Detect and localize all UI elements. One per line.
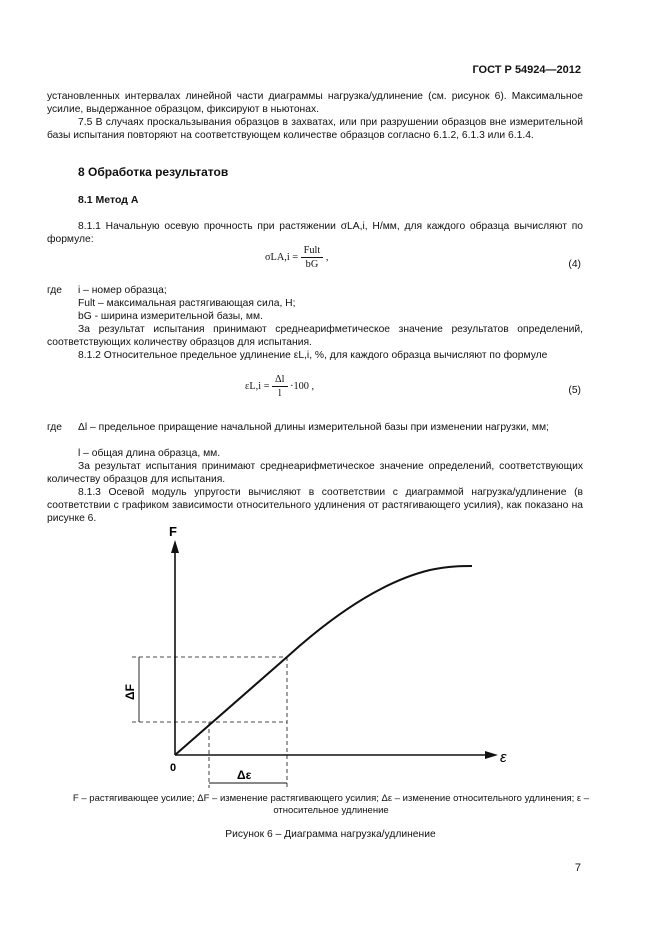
paragraph-result-1: За результат испытания принимают среднеарифметическое значение результатов определений, соответствующих количеству образцов для испытания. (47, 324, 583, 348)
formula-5-number: (5) (568, 385, 581, 396)
paragraph-8-1-2: 8.1.2 Относительное предельное удлинение εL,i, %, для каждого образца вычисляют по формуле (78, 350, 548, 361)
delta-e-label: Δε (237, 768, 252, 782)
paragraph-result-2: За результат испытания принимают среднеарифметическое значение определений, соответствующих количеству образцов для испытания. (47, 461, 583, 485)
delta-f-label: ΔF (123, 684, 137, 700)
paragraph-continuation: установленных интервалах линейной части диаграммы нагрузка/удлинение (см. рисунок 6). Максимальное усилие, выдержанное образцом, фиксируют в ньютонах. (47, 91, 583, 115)
where-label-2: где (47, 422, 63, 433)
formula-5-numerator: Δl (272, 373, 287, 387)
load-curve (175, 566, 472, 755)
formula-5-tail: ·100 , (290, 381, 315, 392)
x-axis-label: ε (500, 749, 507, 766)
definition-l: l – общая длина образца, мм. (78, 448, 221, 459)
formula-4-tail: , (325, 252, 329, 263)
definition-i: i – номер образца; (78, 285, 167, 296)
y-axis-label: F (169, 524, 177, 539)
origin-label: 0 (170, 762, 177, 774)
formula-4-numerator: Fult (301, 244, 324, 258)
x-axis-arrow-icon (485, 751, 498, 759)
formula-4-denominator: bG (305, 259, 319, 270)
standard-header: ГОСТ Р 54924—2012 (472, 64, 581, 76)
paragraph-8-1-3: 8.1.3 Осевой модуль упругости вычисляют в соответствии с диаграммой нагрузка/удлинение (в соответствии с графиком зависимости относительного удлинения от растягивающего усилия), как показано на рисунке 6. (47, 487, 583, 524)
section-heading: 8 Обработка результатов (78, 165, 229, 179)
where-label-1: где (47, 285, 63, 296)
formula-5-lhs: εL,i = (245, 381, 270, 392)
definition-delta-l: Δl – предельное приращение начальной длины измерительной базы при изменении нагрузки, мм; (78, 422, 549, 433)
figure-legend: F – растягивающее усилие; ΔF – изменение растягивающего усилия; Δε – изменение относительного удлинения; ε – относительное удлинение (72, 793, 590, 816)
subsection-heading: 8.1 Метод А (78, 194, 139, 206)
formula-4-number: (4) (568, 259, 581, 270)
definition-bg: bG - ширина измерительной базы, мм. (78, 311, 263, 322)
y-axis-arrow-icon (171, 540, 179, 553)
formula-5-denominator: l (278, 388, 282, 399)
formula-4-lhs: σLA,i = (265, 252, 299, 263)
definition-fult: Fult – максимальная растягивающая сила, Н; (78, 298, 296, 309)
paragraph-8-1-1: 8.1.1 Начальную осевую прочность при растяжении σLA,i, Н/мм, для каждого образца вычисляют по формуле: (47, 221, 583, 245)
paragraph-7-5: 7.5 В случаях проскальзывания образцов в захватах, или при разрушении образцов вне измерительной базы испытания повторяют на соответствующем количестве образцов согласно 6.1.2, 6.1.3 или 6.1.4. (47, 117, 583, 141)
figure-caption: Рисунок 6 – Диаграмма нагрузка/удлинение (225, 829, 436, 840)
page-number: 7 (574, 862, 581, 874)
